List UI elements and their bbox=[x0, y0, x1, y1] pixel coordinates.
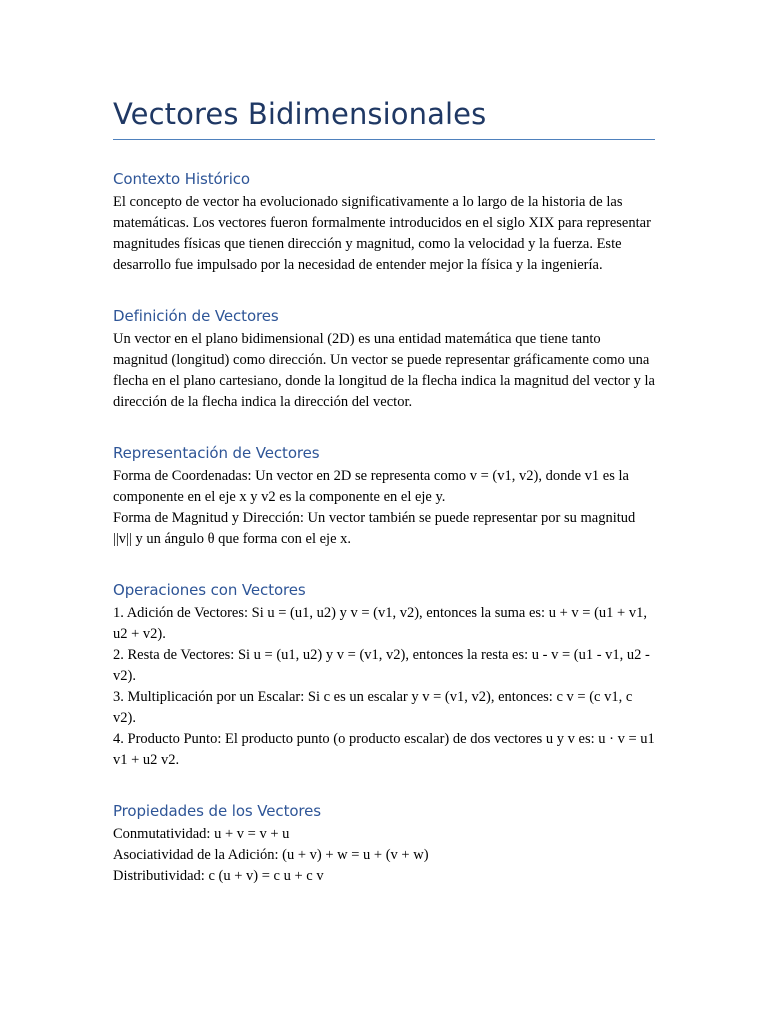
section-contexto-historico bbox=[113, 169, 655, 276]
section-body bbox=[113, 192, 655, 276]
section-propiedades bbox=[113, 801, 655, 887]
document-page bbox=[113, 92, 655, 917]
list-item: 4. Producto Punto: El producto punto (o producto escalar) de dos vectores u y v es: u · v = u1 v1 + u2 v2. bbox=[113, 731, 655, 768]
list-item: 3. Multiplicación por un Escalar: Si c es un escalar y v = (v1, v2), entonces: c v = (c v1, c v2). bbox=[113, 689, 633, 726]
title-divider bbox=[113, 139, 655, 140]
paragraph: Un vector en el plano bidimensional (2D) es una entidad matemática que tiene tanto magnitud (longitud) como dirección. Un vector se puede representar gráficamente como una flecha en el plano cartesiano, donde la longitud de la flecha indica la magnitud del vector y la dirección de la flecha indica la dirección del vector. bbox=[113, 331, 655, 410]
property-line: Distributividad: c (u + v) = c u + c v bbox=[113, 868, 324, 884]
section-body bbox=[113, 329, 655, 413]
document-title: Vectores Bidimensionales bbox=[113, 97, 487, 131]
section-definicion bbox=[113, 306, 655, 413]
section-heading: Contexto Histórico bbox=[113, 170, 250, 188]
section-heading: Operaciones con Vectores bbox=[113, 581, 306, 599]
property-line: Asociatividad de la Adición: (u + v) + w = u + (v + w) bbox=[113, 847, 429, 863]
section-heading: Definición de Vectores bbox=[113, 307, 279, 325]
property-line: Conmutatividad: u + v = v + u bbox=[113, 826, 290, 842]
section-body bbox=[113, 824, 655, 887]
section-body bbox=[113, 466, 655, 550]
section-heading: Representación de Vectores bbox=[113, 444, 320, 462]
section-operaciones bbox=[113, 580, 655, 771]
section-representacion bbox=[113, 443, 655, 550]
section-body bbox=[113, 603, 655, 771]
paragraph: Forma de Magnitud y Dirección: Un vector también se puede representar por su magnitud ||v|| y un ángulo θ que forma con el eje x. bbox=[113, 510, 636, 547]
list-item: 2. Resta de Vectores: Si u = (u1, u2) y v = (v1, v2), entonces la resta es: u - v = (u1 - v1, u2 - v2). bbox=[113, 647, 650, 684]
list-item: 1. Adición de Vectores: Si u = (u1, u2) y v = (v1, v2), entonces la suma es: u + v = (u1 + v1, u2 + v2). bbox=[113, 605, 647, 642]
paragraph: Forma de Coordenadas: Un vector en 2D se representa como v = (v1, v2), donde v1 es la componente en el eje x y v2 es la componente en el eje y. bbox=[113, 468, 629, 505]
section-heading: Propiedades de los Vectores bbox=[113, 802, 322, 820]
paragraph: El concepto de vector ha evolucionado significativamente a lo largo de la historia de las matemáticas. Los vectores fueron formalmente introducidos en el siglo XIX para representar magnitudes físicas que tienen dirección y magnitud, como la velocidad y la fuerza. Este desarrollo fue impulsado por la necesidad de entender mejor la física y la ingeniería. bbox=[113, 194, 651, 273]
